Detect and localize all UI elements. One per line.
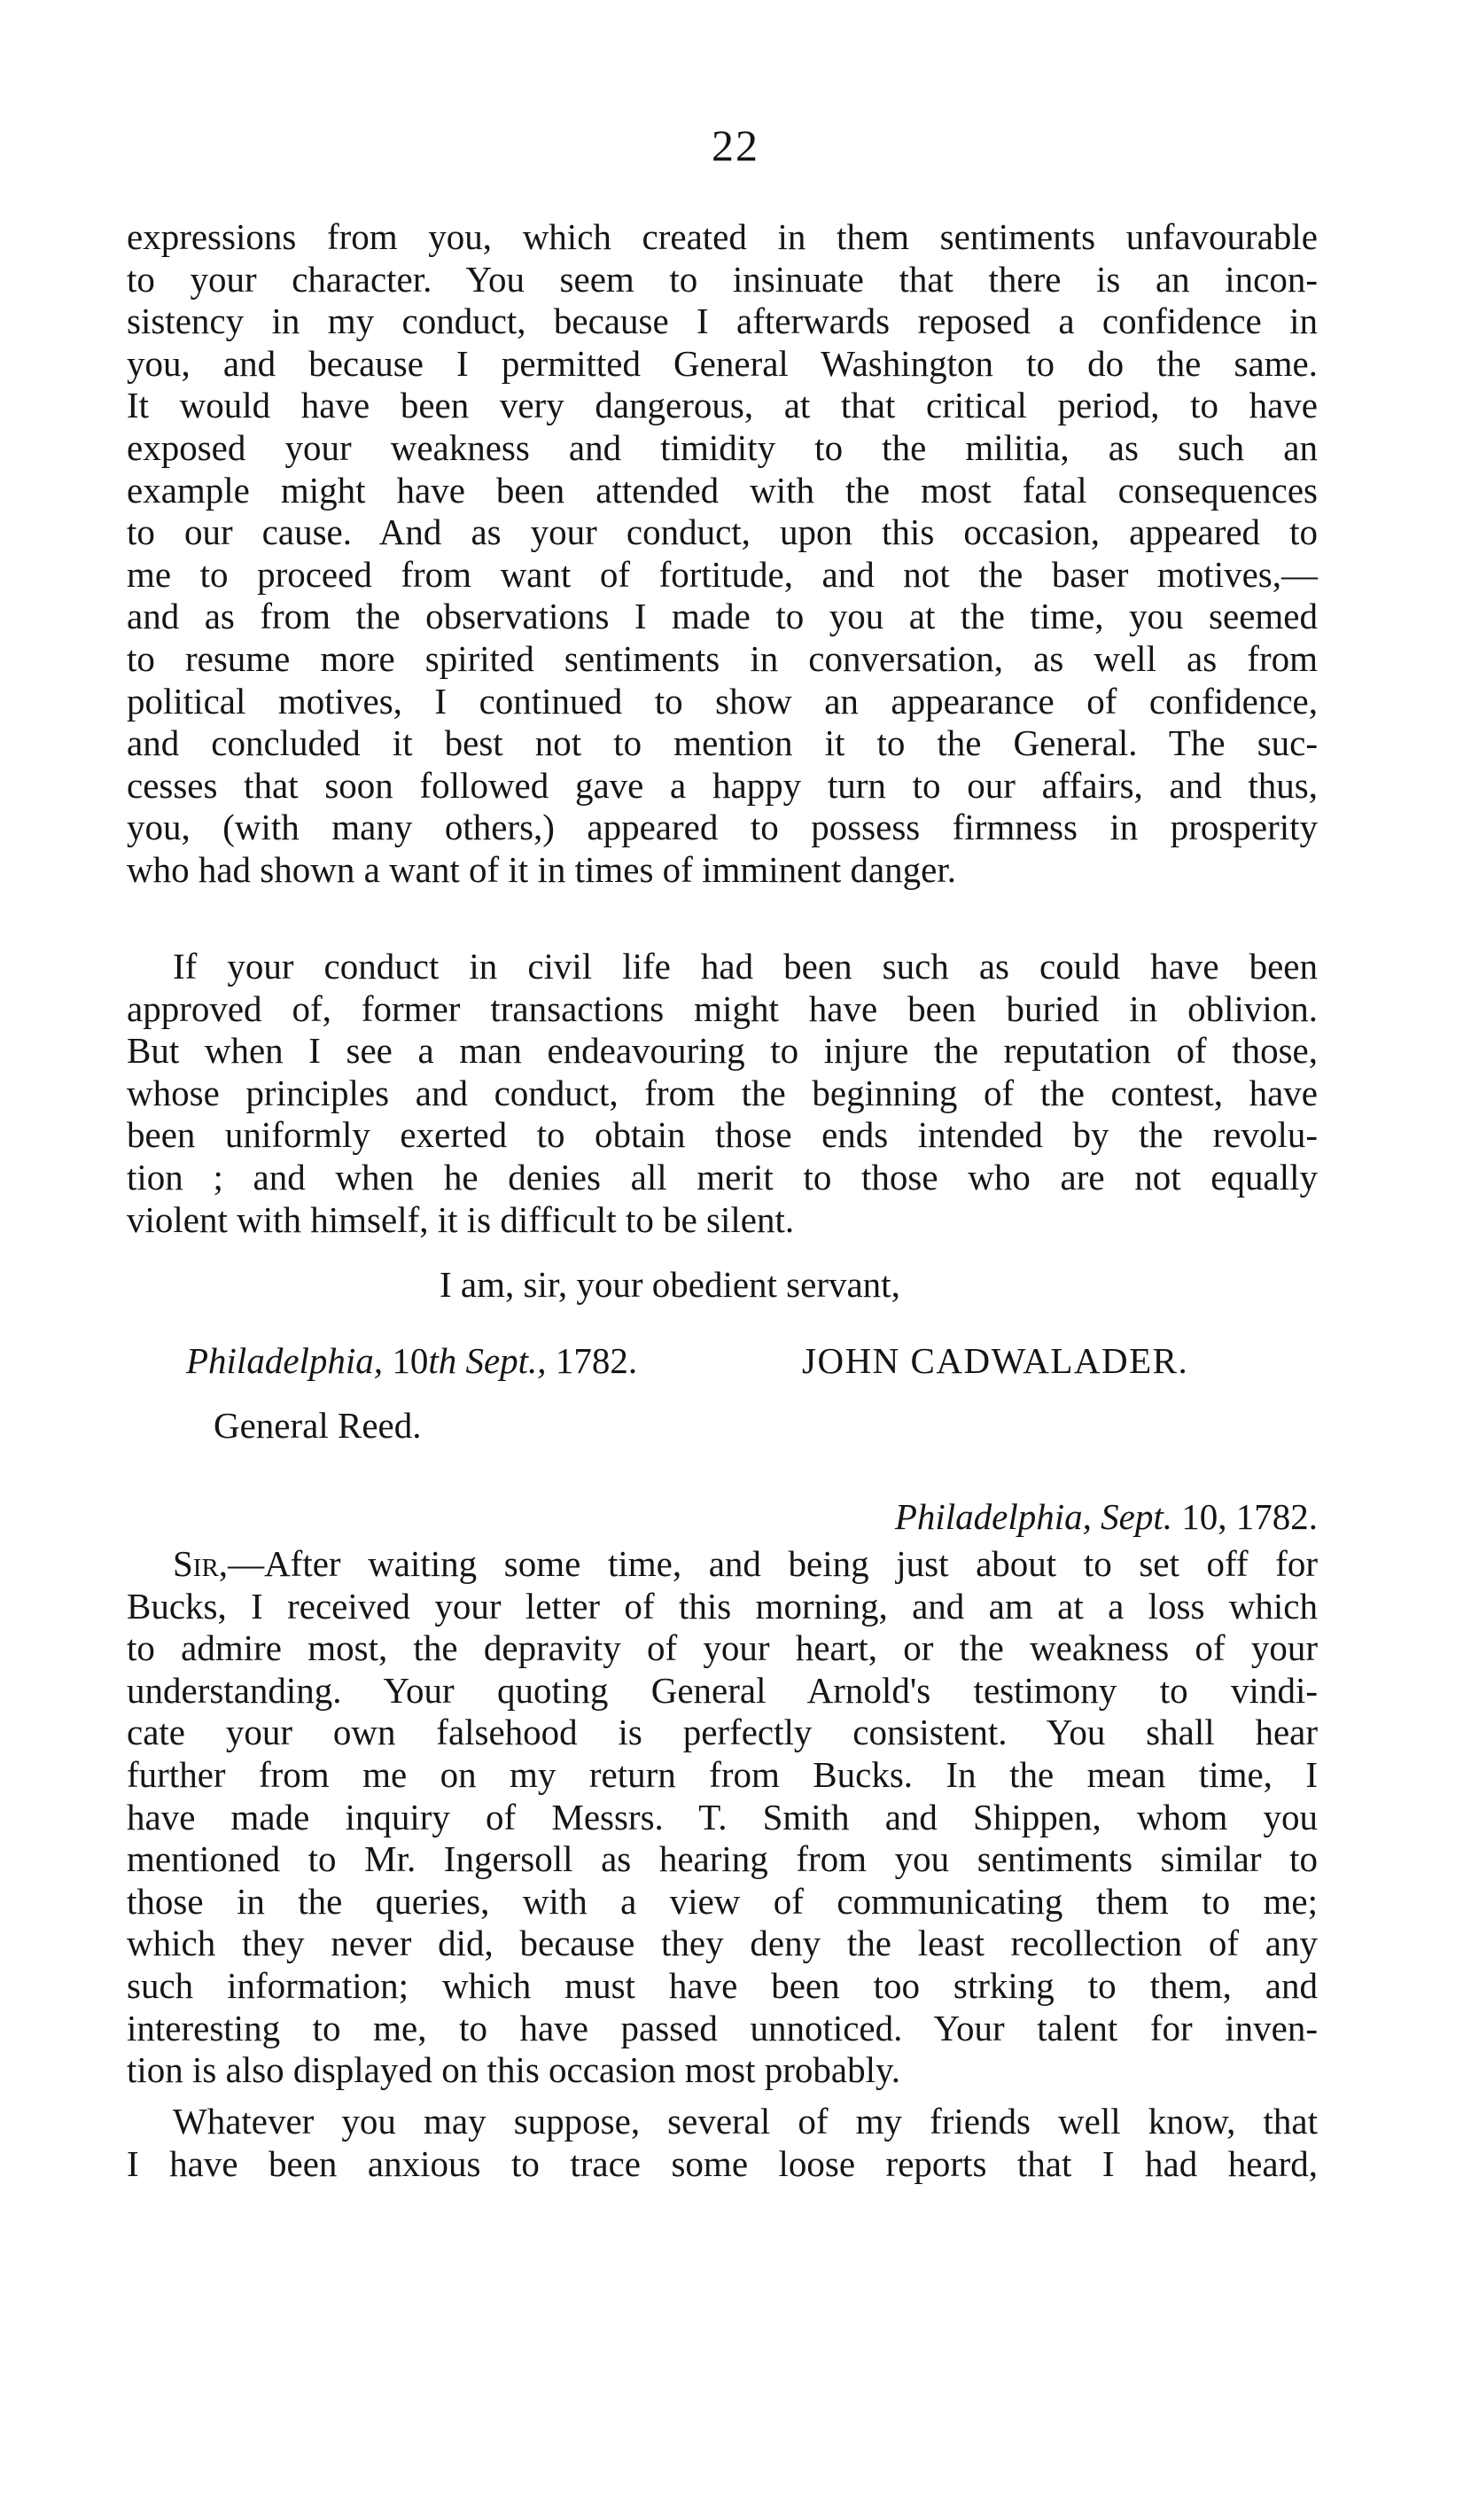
text-line: expressions from you, which created in them sentiments unfavourable xyxy=(127,216,1318,257)
text-line: understanding. Your quoting General Arnold's testimony to vindi- xyxy=(127,1669,1318,1711)
text-line: which they never did, because they deny the least recollection of any xyxy=(127,1923,1318,1964)
text-line: and concluded it best not to mention it to the General. The suc- xyxy=(127,722,1318,764)
text-line: to our cause. And as your conduct, upon this occasion, appeared to xyxy=(127,511,1318,553)
text-line: you, (with many others,) appeared to possess firmness in prosperity xyxy=(127,807,1318,848)
text-line: me to proceed from want of fortitude, and not the baser motives,— xyxy=(127,553,1318,595)
letter-2-dateline xyxy=(895,1496,1318,1539)
page-number: 22 xyxy=(712,121,759,170)
salutation: Sir, xyxy=(173,1543,229,1584)
text-line: whose principles and conduct, from the beginning of the contest, have xyxy=(127,1072,1318,1113)
text-line: sistency in my conduct, because I afterwards reposed a confidence in xyxy=(127,300,1318,342)
text-line: have made inquiry of Messrs. T. Smith and Shippen, whom you xyxy=(127,1796,1318,1837)
text-line: political motives, I continued to show an appearance of confidence, xyxy=(127,680,1318,722)
text-line: example might have been attended with the most fatal consequences xyxy=(127,469,1318,511)
text-line: those in the queries, with a view of communicating them to me; xyxy=(127,1880,1318,1922)
text-line: and as from the observations I made to you at the time, you seemed xyxy=(127,596,1318,637)
text-line: Bucks, I received your letter of this morning, and am at a loss which xyxy=(127,1585,1318,1627)
text-line: you, and because I permitted General Washington to do the same. xyxy=(127,342,1318,384)
dateline-place: Philadelphia, xyxy=(186,1340,384,1381)
text-line: But when I see a man endeavouring to injure the reputation of those, xyxy=(127,1030,1318,1072)
text-line: further from me on my return from Bucks. In the mean time, I xyxy=(127,1753,1318,1795)
paragraph-4 xyxy=(127,2101,1318,2185)
text-line: approved of, former transactions might have been buried in oblivion. xyxy=(127,987,1318,1029)
letter-1-dateline xyxy=(186,1340,637,1383)
paragraph-3 xyxy=(127,1543,1318,2092)
dateline-day-suffix: th xyxy=(428,1340,457,1381)
dateline-place: Philadelphia, xyxy=(894,1496,1092,1537)
text-line: It would have been very dangerous, at that critical period, to have xyxy=(127,385,1318,426)
text-line: mentioned to Mr. Ingersoll as hearing from you sentiments similar to xyxy=(127,1838,1318,1880)
dateline-month: Sept., xyxy=(465,1340,547,1381)
text-line: cate your own falsehood is perfectly consistent. You shall hear xyxy=(127,1712,1318,1753)
paragraph-2 xyxy=(127,946,1318,1241)
text-line: to your character. You seem to insinuate that there is an incon- xyxy=(127,258,1318,300)
dateline-date: 10, 1782. xyxy=(1181,1496,1318,1537)
text-line: cesses that soon followed gave a happy turn to our affairs, and thus, xyxy=(127,764,1318,806)
text-line xyxy=(127,1543,1318,1586)
text-line: to resume more spirited sentiments in conversation, as well as from xyxy=(127,637,1318,679)
letter-closing: I am, sir, your obedient servant, xyxy=(440,1264,900,1305)
text-line: to admire most, the depravity of your heart, or the weakness of your xyxy=(127,1627,1318,1669)
text-line: tion is also displayed on this occasion most probably. xyxy=(127,2049,901,2091)
text-line: If your conduct in civil life had been such as could have been xyxy=(173,946,1318,987)
text-line: I have been anxious to trace some loose reports that I had heard, xyxy=(127,2142,1318,2184)
text-line: Whatever you may suppose, several of my friends well know, that xyxy=(173,2101,1318,2142)
dateline-month: Sept. xyxy=(1101,1496,1172,1537)
text-line: been uniformly exerted to obtain those ends intended by the revolu- xyxy=(127,1114,1318,1156)
text-line: exposed your weakness and timidity to the militia, as such an xyxy=(127,426,1318,468)
text-line: interesting to me, to have passed unnoticed. Your talent for inven- xyxy=(127,2007,1318,2048)
dateline-year: 1782. xyxy=(555,1340,638,1381)
letter-recipient: General Reed. xyxy=(214,1405,422,1446)
text-line: tion ; and when he denies all merit to those who are not equally xyxy=(127,1156,1318,1198)
text-line: violent with himself, it is difficult to be silent. xyxy=(127,1198,795,1240)
text-line: who had shown a want of it in times of imminent danger. xyxy=(127,848,957,890)
paragraph-1 xyxy=(127,216,1318,892)
text-run: —After waiting some time, and being just about to set off for xyxy=(228,1543,1318,1584)
signature-name: JOHN CADWALADER. xyxy=(802,1340,1189,1381)
text-line: such information; which must have been too strking to them, and xyxy=(127,1964,1318,2006)
dateline-day: 10 xyxy=(392,1340,429,1381)
